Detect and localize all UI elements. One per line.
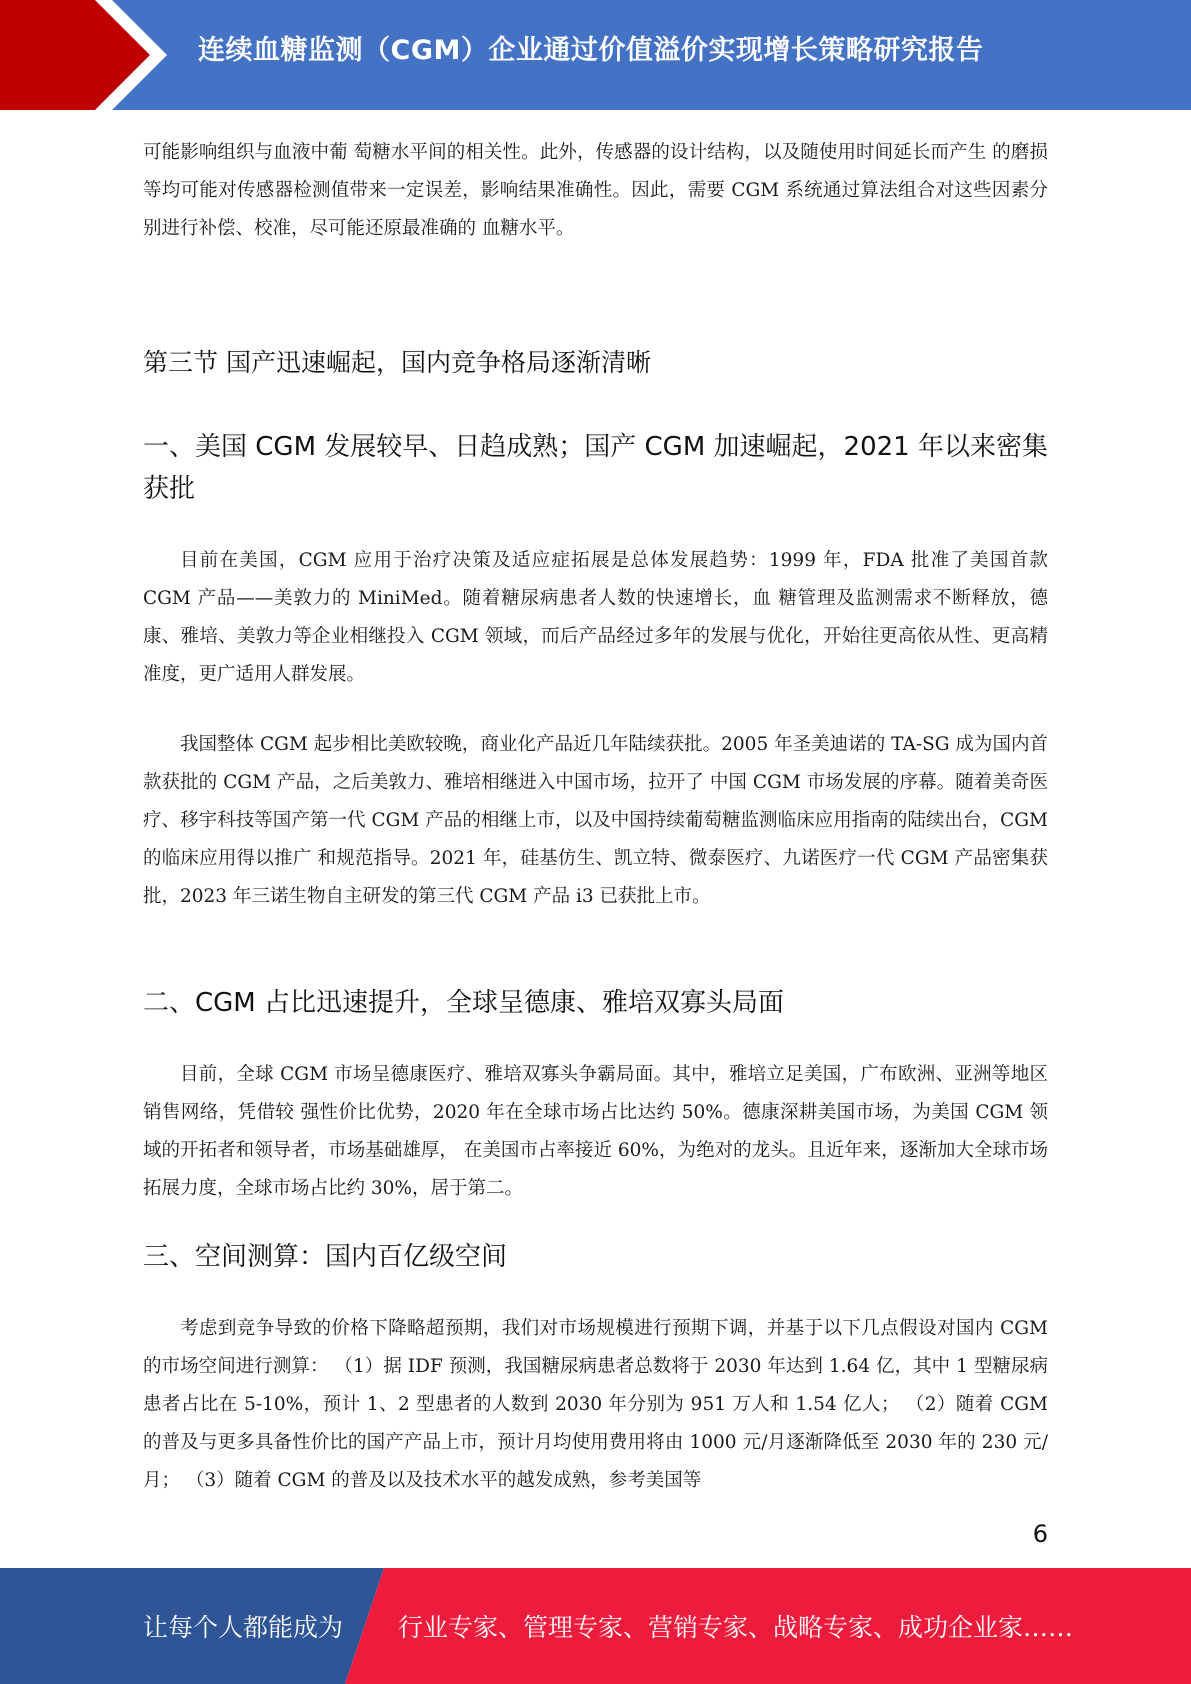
subsection-heading: 一、美国 CGM 发展较早、日趋成熟；国产 CGM 加速崛起，2021 年以来密集获批 [143,432,1048,504]
subsection-heading: 三、空间测算：国内百亿级空间 [143,1242,508,1272]
subsection-2 [143,982,1048,1024]
subsection-3 [143,1236,1048,1278]
body-paragraph: 考虑到竞争导致的价格下降略超预期，我们对市场规模进行预期下调，并基于以下几点假设对国内 CGM 的市场空间进行测算： （1）据 IDF 预测，我国糖尿病患者总数将于 2030 年达到 1.64 亿，其中 1 型糖尿病患者占比在 5-10%，预计 1、2 型患者的人数到 2030 年分别为 951 万人和 1.54 亿人； （2）随着 CGM 的普及与更多具备性价比的国产产品上市，预计月均使用费用将由 1000 元/月逐渐降低至 2030 年的 230 元/月； （3）随着 CGM 的普及以及技术水平的越发成熟，参考美国等 [143,1318,1048,1491]
report-title: 连续血糖监测（CGM）企业通过价值溢价实现增长策略研究报告 [198,35,984,66]
subsection-3-para-block [143,1310,1048,1500]
body-paragraph: 我国整体 CGM 起步相比美欧较晚，商业化产品近几年陆续获批。2005 年圣美迪诺的 TA-SG 成为国内首款获批的 CGM 产品，之后美敦力、雅培相继进入中国市场，拉开了 中国 CGM 市场发展的序幕。随着美奇医疗、移宇科技等国产第一代 CGM 产品的相继上市，以及中国持续葡萄糖监测临床应用指南的陆续出台，CGM 的临床应用得以推广 和规范指导。2021 年，硅基仿生、凯立特、微泰医疗、九诺医疗一代 CGM 产品密集获批，2023 年三诺生物自主研发的第三代 CGM 产品 i3 已获批上市。 [143,734,1048,907]
section-block [143,345,1048,381]
body-paragraph: 目前在美国，CGM 应用于治疗决策及适应症拓展是总体发展趋势：1999 年，FDA 批准了美国首款 CGM 产品——美敦力的 MiniMed。随着糖尿病患者人数的快速增长，血 糖管理及监测需求不断释放，德康、雅培、美敦力等企业相继投入 CGM 领域，而后产品经过多年的发展与优化，开始往更高依从性、更高精准度，更广适用人群发展。 [143,550,1048,685]
intro-block [143,134,1048,248]
subsection-1 [143,426,1048,510]
subsection-1-para-1-block [143,542,1048,694]
body-paragraph: 目前，全球 CGM 市场呈德康医疗、雅培双寡头争霸局面。其中，雅培立足美国，广布欧洲、亚洲等地区销售网络，凭借较 强性价比优势，2020 年在全球市场占比达约 50%。德康深耕美国市场，为美国 CGM 领域的开拓者和领导者，市场基础雄厚， 在美国市占率接近 60%，为绝对的龙头。且近年来，逐渐加大全球市场拓展力度，全球市场占比约 30%，居于第二。 [143,1064,1048,1199]
subsection-1-para-2-block [143,726,1048,916]
section-title: 第三节 国产迅速崛起，国内竞争格局逐渐清晰 [143,348,651,377]
intro-paragraph: 可能影响组织与血液中葡 萄糖水平间的相关性。此外，传感器的设计结构，以及随使用时间延长而产生 的磨损等均可能对传感器检测值带来一定误差，影响结果准确性。因此，需要 CGM 系统通过算法组合对这些因素分别进行补偿、校准，尽可能还原最准确的 血糖水平。 [143,142,1048,239]
subsection-2-para-block [143,1056,1048,1208]
header-band [0,0,1191,110]
footer-slogan-left: 让每个人都能成为 [143,1613,344,1642]
footer-slogan-right: 行业专家、管理专家、营销专家、战略专家、成功企业家…… [398,1613,1074,1642]
page-number: 6 [1032,1520,1048,1548]
subsection-heading: 二、CGM 占比迅速提升，全球呈德康、雅培双寡头局面 [143,988,784,1018]
footer-band [0,1568,1191,1684]
